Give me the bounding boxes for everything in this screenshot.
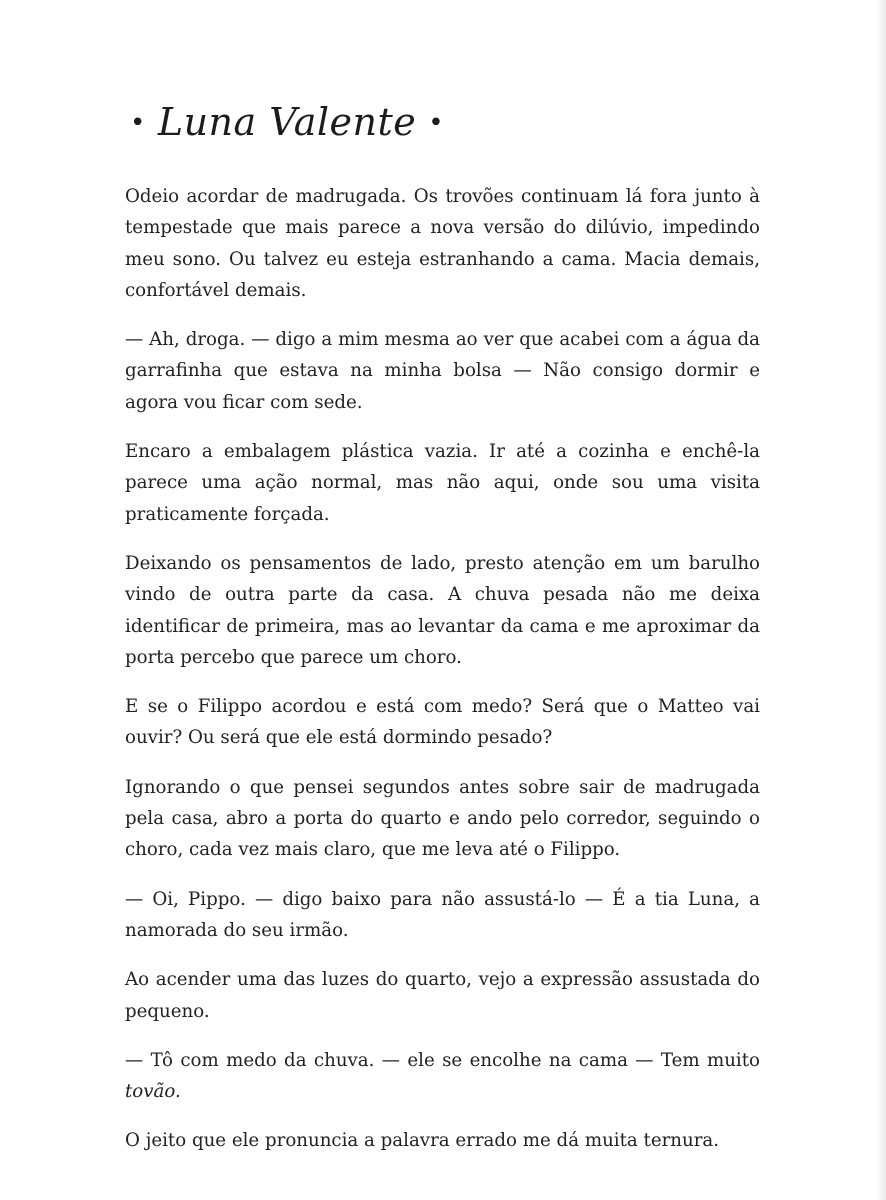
title-bullet-left: • bbox=[130, 108, 146, 138]
paragraph: — Tô com medo da chuva. — ele se encolhe na cama — Tem muito tovão. bbox=[125, 1049, 760, 1103]
paragraph: — Oi, Pippo. — digo baixo para não assustá-lo — É a tia Luna, a namorada do seu irmão. bbox=[125, 888, 760, 941]
emphasized-word: tovão. bbox=[125, 1081, 181, 1103]
chapter-title-text: Luna Valente bbox=[157, 100, 417, 144]
page-edge-shadow bbox=[876, 0, 886, 1200]
paragraph: Deixando os pensamentos de lado, presto atenção em um barulho vindo de outra parte da casa. A chuva pesada não me deixa identificar de primeira, mas ao levantar da cama e me aproximar da porta percebo que parece um choro. bbox=[125, 552, 760, 668]
paragraph: Ao acender uma das luzes do quarto, vejo a expressão assustada do pequeno. bbox=[125, 969, 760, 1022]
chapter-title bbox=[122, 100, 456, 144]
paragraph: Encaro a embalagem plástica vazia. Ir até a cozinha e enchê-la parece uma ação normal, mas não aqui, onde sou uma visita praticamente forçada. bbox=[125, 441, 760, 525]
paragraph: Ignorando o que pensei segundos antes sobre sair de madrugada pela casa, abro a porta do quarto e ando pelo corredor, seguindo o choro, cada vez mais claro, que me leva até o Filippo. bbox=[125, 776, 760, 861]
body-text bbox=[125, 181, 760, 1175]
paragraph: Odeio acordar de madrugada. Os trovões continuam lá fora junto à tempestade que mais parece a nova versão do dilúvio, impedindo meu sono. Ou talvez eu esteja estranhando a cama. Macia demais, confortável demais. bbox=[125, 186, 760, 301]
paragraph: — Ah, droga. — digo a mim mesma ao ver que acabei com a água da garrafinha que estava na minha bolsa — Não consigo dormir e agora vou ficar com sede. bbox=[125, 329, 760, 413]
paragraph: O jeito que ele pronuncia a palavra errado me dá muita ternura. bbox=[125, 1130, 720, 1152]
title-bullet-right: • bbox=[428, 108, 445, 138]
paragraph: E se o Filippo acordou e está com medo? Será que o Matteo vai ouvir? Ou será que ele está dormindo pesado? bbox=[125, 696, 760, 749]
